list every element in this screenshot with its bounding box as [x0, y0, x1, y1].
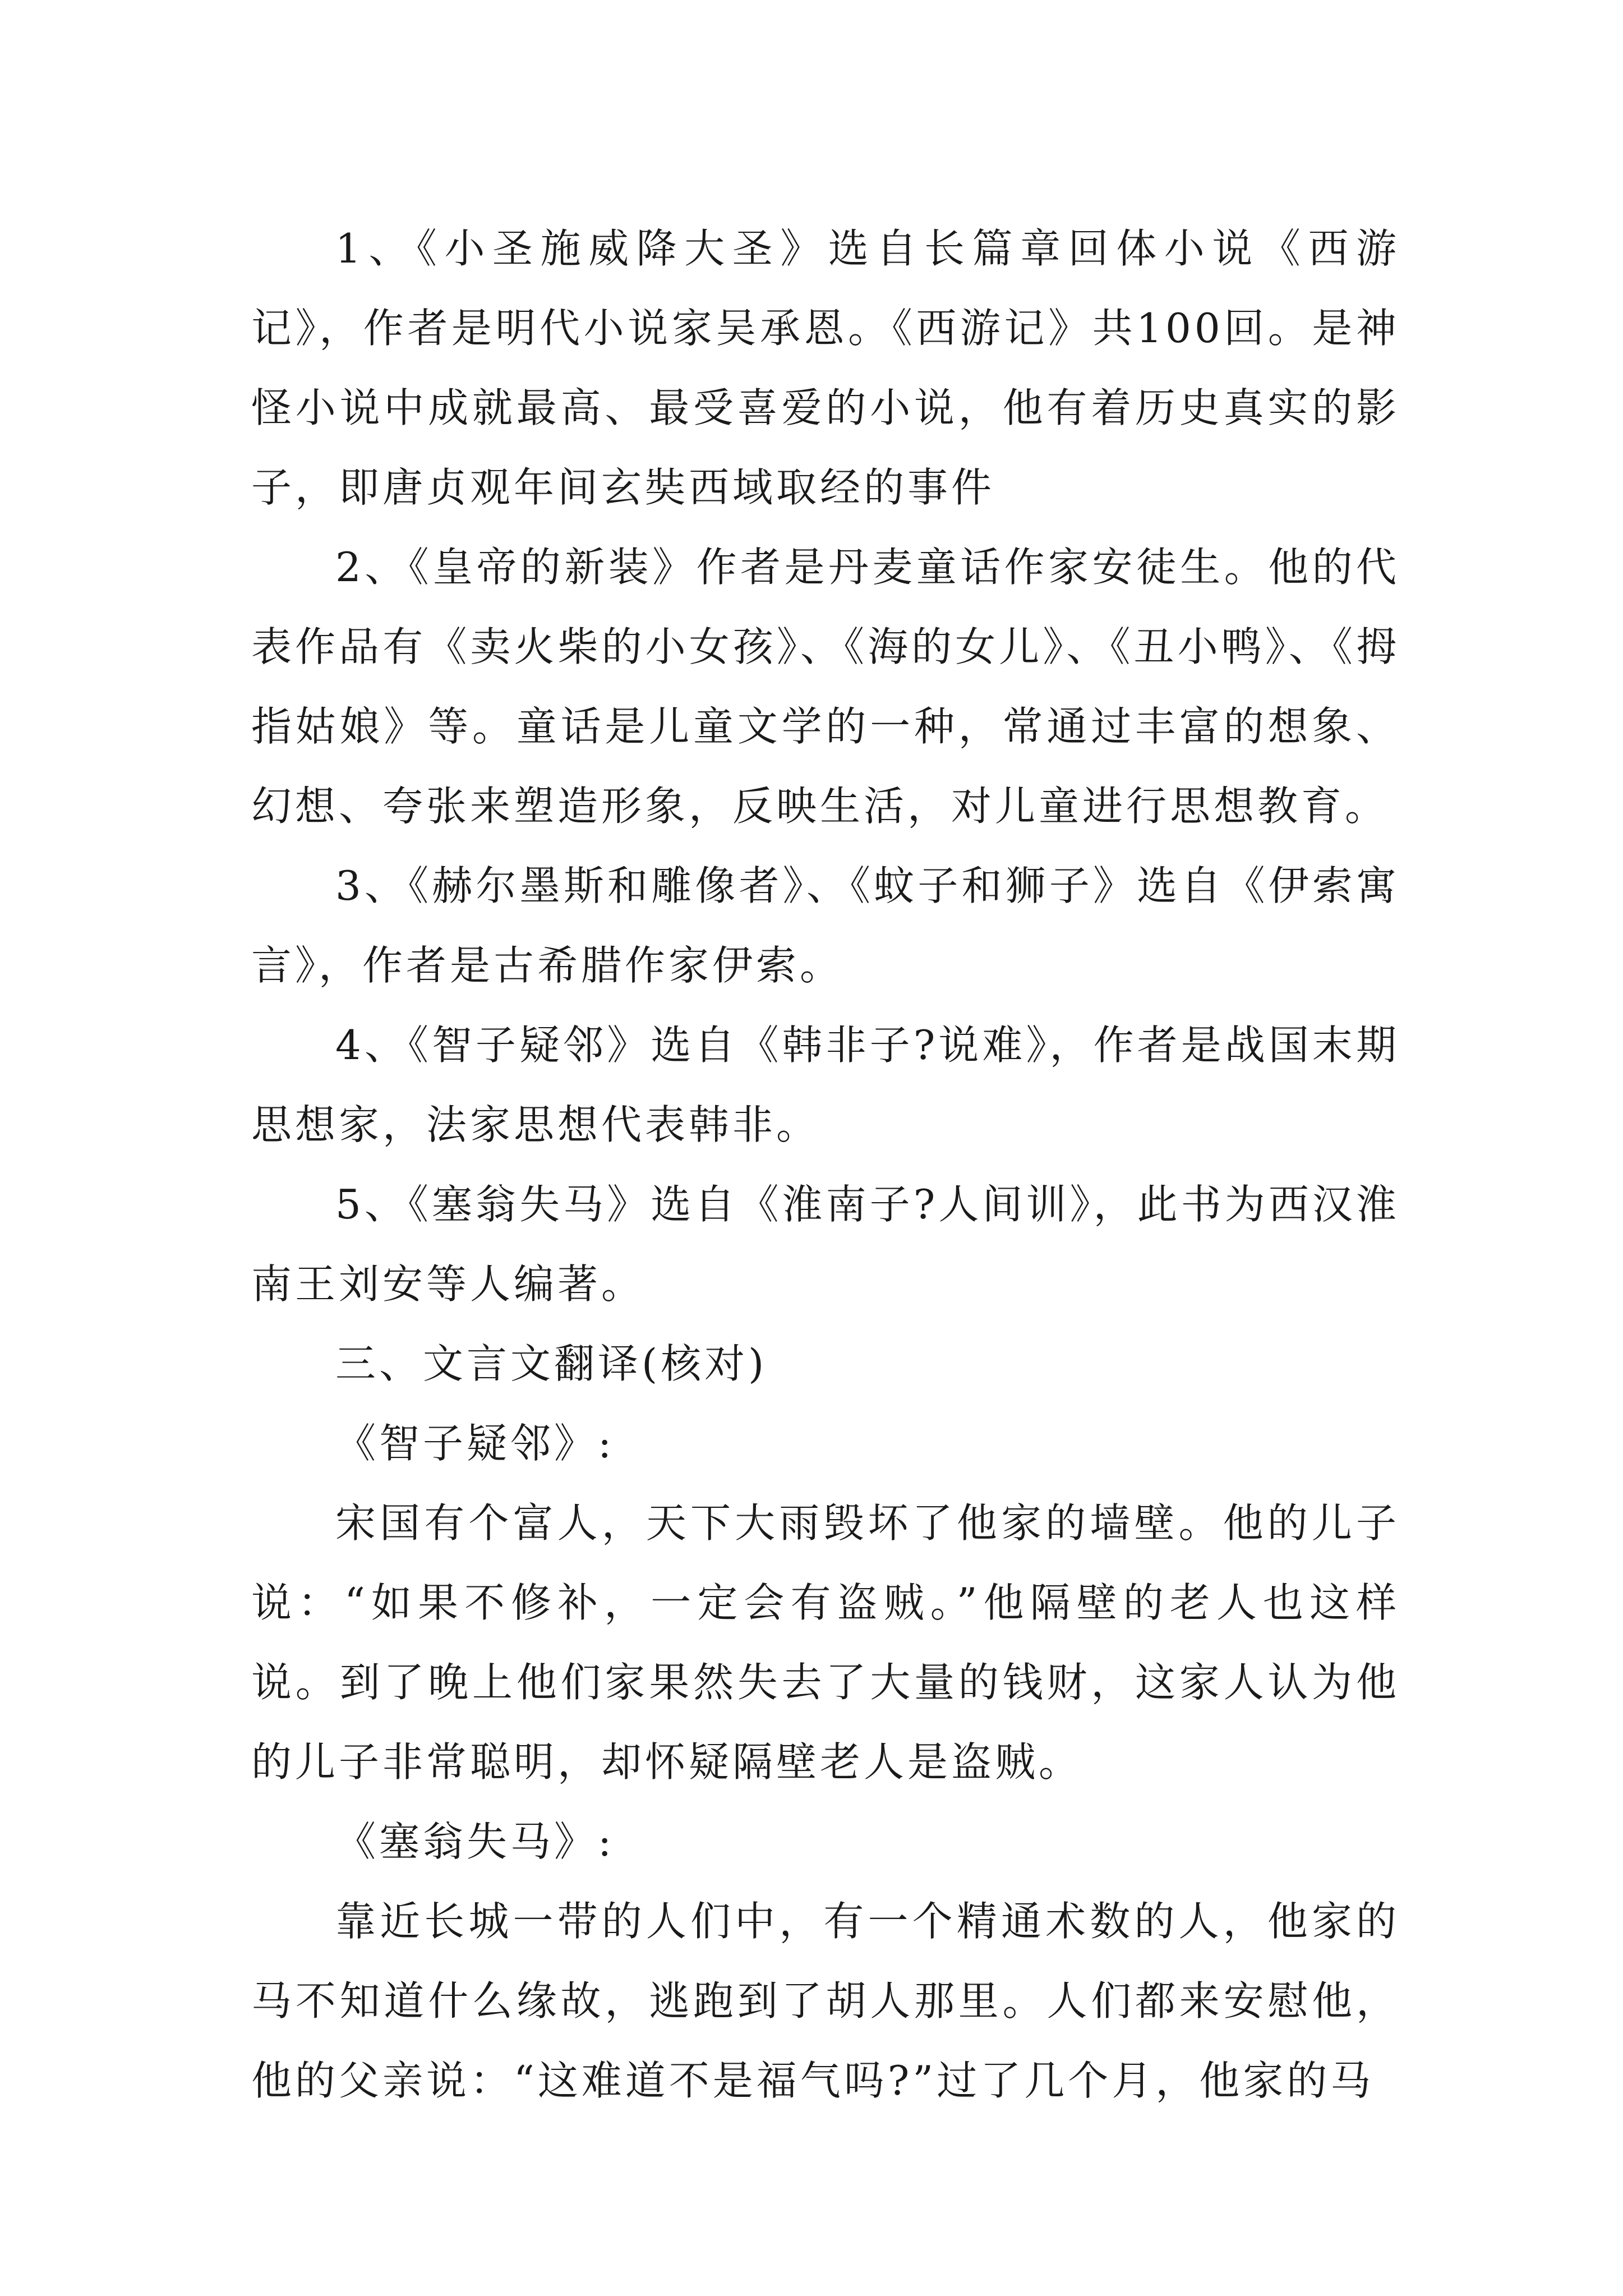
paragraph-saiweng-translation: 靠近长城一带的人们中，有一个精通术数的人，他家的马不知道什么缘故，逃跑到了胡人那里。人们都来安慰他，他的父亲说：“这难道不是福气吗?”过了几个月，他家的马	[251, 1898, 1400, 2104]
paragraph-xiyouji: 1、《小圣施威降大圣》选自长篇章回体小说《西游记》，作者是明代小说家吴承恩。《西游记》共100回。是神怪小说中成就最高、最受喜爱的小说，他有着历史真实的影子，即唐贞观年间玄奘西域取经的事件	[251, 225, 1400, 511]
paragraph-huangdi-xinzhuang: 2、《皇帝的新装》作者是丹麦童话作家安徒生。他的代表作品有《卖火柴的小女孩》、《海的女儿》、《丑小鸭》、《拇指姑娘》等。童话是儿童文学的一种，常通过丰富的想象、幻想、夸张来塑造形象，反映生活，对儿童进行思想教育。	[251, 544, 1400, 830]
paragraph-saiweng-shima-source: 5、《塞翁失马》选自《淮南子?人间训》，此书为西汉淮南王刘安等人编著。	[251, 1181, 1400, 1308]
paragraph-zhizi-yilin-source: 4、《智子疑邻》选自《韩非子?说难》，作者是战国末期思想家，法家思想代表韩非。	[251, 1022, 1400, 1148]
paragraph-yisuo-yuyan: 3、《赫尔墨斯和雕像者》、《蚊子和狮子》选自《伊索寓言》，作者是古希腊作家伊索。	[251, 862, 1400, 989]
subtitle-saiweng-shima: 《塞翁失马》:	[335, 1818, 615, 1865]
paragraph-zhizi-translation: 宋国有个富人，天下大雨毁坏了他家的墙壁。他的儿子说：“如果不修补，一定会有盗贼。”他隔壁的老人也这样说。到了晚上他们家果然失去了大量的钱财，这家人认为他的儿子非常聪明，却怀疑隔壁老人是盗贼。	[251, 1499, 1400, 1786]
document-body	[251, 209, 1400, 2120]
subtitle-zhizi-yilin: 《智子疑邻》:	[335, 1420, 615, 1467]
section-heading-translation: 三、文言文翻译(核对)	[335, 1340, 768, 1387]
